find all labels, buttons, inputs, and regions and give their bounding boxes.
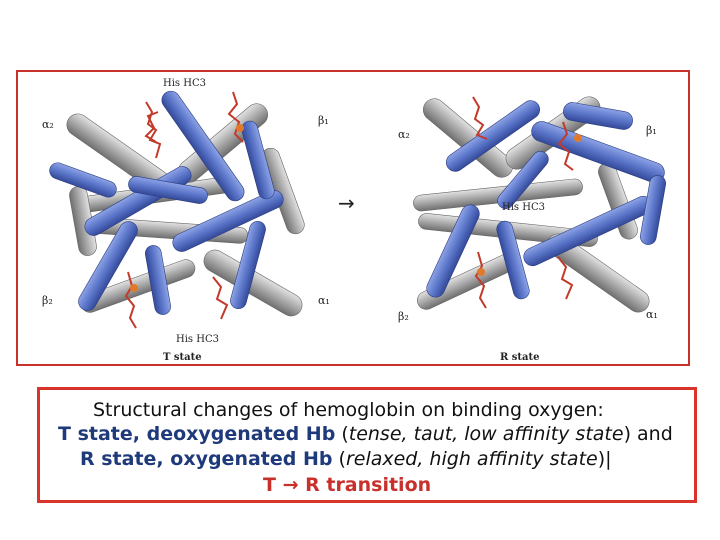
figure-panel <box>16 70 690 366</box>
caption-line-4 <box>40 473 720 497</box>
r-state-description: relaxed, high affinity state <box>345 448 598 470</box>
beta1-label: β₁ <box>318 114 329 127</box>
alpha1-label: α₁ <box>318 294 330 307</box>
caption-box <box>37 387 697 503</box>
transition-arrow: → <box>338 191 355 215</box>
r-state-structure <box>398 92 667 363</box>
caption-line-1 <box>40 398 720 422</box>
beta2-label: β₂ <box>42 294 53 307</box>
alpha2-label: α₂ <box>42 118 54 131</box>
t-state-structure <box>42 78 330 363</box>
caption-line-3: R state, oxygenated Hb (relaxed, high affinity state)| <box>80 448 612 470</box>
his-hc3-bottom-label: His HC3 <box>176 334 219 345</box>
beta1-label: β₁ <box>646 124 657 137</box>
alpha1-label: α₁ <box>646 308 658 321</box>
transition-title: T → R transition <box>263 474 432 496</box>
t-state-label: T state <box>163 352 202 363</box>
t-state-term: T state, deoxygenated Hb <box>58 423 336 445</box>
caption-line-2: T state, deoxygenated Hb (tense, taut, low affinity state) and <box>58 423 673 445</box>
alpha2-label: α₂ <box>398 128 410 141</box>
caption-intro: Structural changes of hemoglobin on binding oxygen: <box>93 399 604 421</box>
beta2-label: β₂ <box>398 310 409 323</box>
his-hc3-top-label: His HC3 <box>163 78 206 89</box>
t-state-description: tense, taut, low affinity state <box>348 423 624 445</box>
hemoglobin-structures <box>18 72 692 368</box>
r-state-term: R state, oxygenated Hb <box>80 448 333 470</box>
r-state-label: R state <box>500 352 540 363</box>
his-hc3-label: His HC3 <box>502 202 545 213</box>
